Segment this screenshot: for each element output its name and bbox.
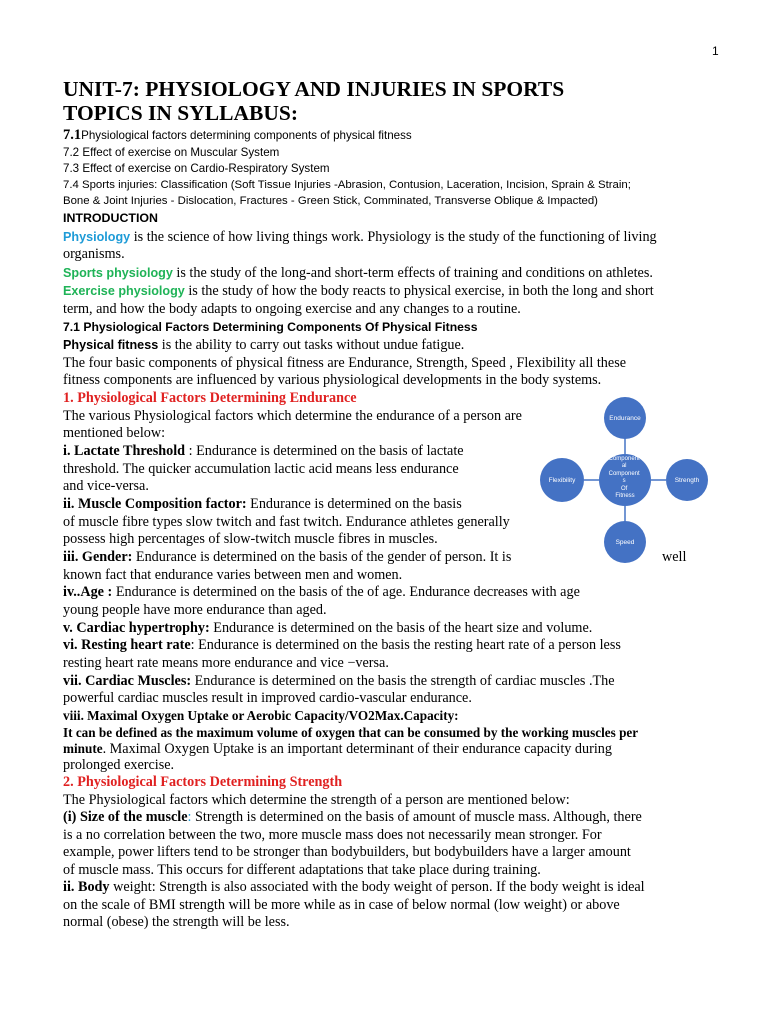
fitness-components-diagram [530,396,720,566]
exercise-physiology-cont: term, and how the body adapts to ongoing exercise and any changes to a routine. [63,301,521,317]
node-endurance-label: Endurance [609,415,641,422]
gender-text: Endurance is determined on the basis of the gender of person. It is [132,549,512,565]
section-7-1-heading: 7.1 Physiological Factors Determining Components Of Physical Fitness [63,320,478,334]
lactate-threshold-text: : Endurance is determined on the basis of lactate [185,443,464,459]
cardiac-hypertrophy-item [63,620,592,637]
vo2max-text: . Maximal Oxygen Uptake is an important determinant of their endurance capacity during [102,741,612,757]
body-weight-label: ii. Body [63,879,110,895]
center-line: Component [608,456,640,462]
resting-heart-rate-label: vi. Resting heart rate [63,637,191,653]
node-flexibility-label: Flexibility [548,477,576,484]
muscle-size-text: Strength is determined on the basis of amount of muscle mass. Although, there [191,809,642,825]
gender-line2: known fact that endurance varies between men and women. [63,567,403,583]
cardiac-muscles-line2: powerful cardiac muscles result in improved cardio-vascular endurance. [63,690,472,706]
sports-physiology-definition [63,265,653,282]
cardiac-muscles-item [63,673,615,690]
lactate-threshold-label: i. Lactate Threshold [63,443,186,459]
muscle-size-line4: of muscle mass. This occurs for different adaptations that take place during training. [63,862,541,878]
physical-fitness-definition [63,337,464,354]
node-speed-label: Speed [615,539,635,546]
muscle-size-label: (i) Size of the muscle [63,809,188,825]
syllabus-number: 7.1 [63,127,82,143]
endurance-intro-line2: mentioned below: [63,425,166,441]
four-components-line2: fitness components are influenced by various physiological developments in the body systems. [63,372,602,388]
physical-fitness-term: Physical fitness [63,338,159,352]
exercise-physiology-text: is the study of how the body reacts to physical exercise, in both the long and short [184,283,654,299]
vo2max-bold-word: minute [63,741,103,756]
muscle-size-line2: is a no correlation between the two, more muscle mass does not necessarily mean stronger. For [63,827,602,843]
age-text: Endurance is determined on the basis of the of age. Endurance decreases with age [112,584,580,600]
muscle-size-item [63,809,642,826]
syllabus-item-7-4-line2: Bone & Joint Injuries - Dislocation, Fractures - Green Stick, Comminated, Transverse Oblique & Impacted) [63,195,598,207]
age-line2: young people have more endurance than aged. [63,602,327,618]
four-components-line1: The four basic components of physical fitness are Endurance, Strength, Speed , Flexibility all these [63,355,627,371]
center-line: Component [608,471,640,477]
physical-fitness-text: is the ability to carry out tasks without undue fatigue. [158,337,465,353]
body-weight-item [63,879,645,896]
vo2max-label: viii. Maximal Oxygen Uptake or Aerobic Capacity/VO2Max.Capacity: [63,708,459,723]
syllabus-title: TOPICS IN SYLLABUS: [63,101,298,125]
introduction-heading: INTRODUCTION [63,211,158,225]
exercise-physiology-definition [63,283,654,300]
gender-label: iii. Gender: [63,549,133,565]
center-line: Fitness [615,493,635,499]
cardiac-hypertrophy-text: Endurance is determined on the basis of the heart size and volume. [209,620,593,636]
syllabus-item-7-4-line1: 7.4 Sports injuries: Classification (Soft Tissue Injuries -Abrasion, Contusion, Laceration, Incision, Sprain & Strain; [63,179,631,191]
resting-heart-rate-line2: resting heart rate means more endurance and vice −versa. [63,655,389,671]
cardiac-hypertrophy-label: v. Cardiac hypertrophy: [63,620,210,636]
muscle-composition-item [63,496,462,513]
vo2max-definition-line2 [63,740,612,758]
physiology-definition-cont: organisms. [63,246,125,262]
body-weight-line3: normal (obese) the strength will be less. [63,914,290,930]
physiology-text: is the science of how living things work. Physiology is the study of the functioning of living [130,229,657,245]
node-strength-label: Strength [674,477,700,484]
center-line: s [622,478,626,484]
unit-title: UNIT-7: PHYSIOLOGY AND INJURIES IN SPORTS [63,77,565,101]
age-item [63,584,580,601]
resting-heart-rate-item [63,637,621,654]
muscle-size-line3: example, power lifters tend to be stronger than bodybuilders, but bodybuilders have a larger amount [63,844,631,860]
strength-intro: The Physiological factors which determine the strength of a person are mentioned below: [63,792,570,808]
muscle-composition-label: ii. Muscle Composition factor: [63,496,247,512]
syllabus-item-7-1 [63,127,412,144]
lactate-threshold-line3: and vice-versa. [63,478,149,494]
syllabus-text: Physiological factors determining components of physical fitness [81,129,412,142]
gender-line-end: well [662,549,687,565]
sports-physiology-text: is the study of the long-and short-term effects of training and conditions on athletes. [172,265,653,281]
physiology-term: Physiology [63,230,131,244]
syllabus-item-7-3: 7.3 Effect of exercise on Cardio-Respiratory System [63,162,330,175]
muscle-size-colon: : [187,809,192,825]
cardiac-muscles-label: vii. Cardiac Muscles: [63,673,192,689]
page-number: 1 [712,44,719,58]
strength-heading: 2. Physiological Factors Determining Strength [63,774,343,790]
cardiac-muscles-text: Endurance is determined on the basis the strength of cardiac muscles .The [191,673,615,689]
endurance-heading: 1. Physiological Factors Determining Endurance [63,390,357,406]
age-label: iv..Age : [63,584,113,600]
muscle-composition-line3: possess high percentages of slow-twitch muscle fibres in muscles. [63,531,438,547]
center-line: al [621,463,627,469]
gender-item [63,549,511,566]
physiology-definition [63,229,657,246]
center-line: Of [620,486,628,492]
vo2max-definition-line1: It can be defined as the maximum volume of oxygen that can be consumed by the working muscles per [63,725,639,740]
muscle-composition-text: Endurance is determined on the basis [246,496,462,512]
muscle-composition-line2: of muscle fibre types slow twitch and fast twitch. Endurance athletes generally [63,514,510,530]
vo2max-line3: prolonged exercise. [63,757,175,773]
exercise-physiology-term: Exercise physiology [63,284,185,298]
body-weight-line2: on the scale of BMI strength will be more while as in case of below normal (low weight) or above [63,897,620,913]
syllabus-item-7-2: 7.2 Effect of exercise on Muscular System [63,146,280,159]
resting-heart-rate-text: : Endurance is determined on the basis the resting heart rate of a person less [190,637,621,653]
body-weight-text: weight: Strength is also associated with the body weight of person. If the body weight is ideal [109,879,645,895]
endurance-intro-line1: The various Physiological factors which determine the endurance of a person are [63,408,522,424]
lactate-threshold-item [63,443,464,460]
sports-physiology-term: Sports physiology [63,266,173,280]
lactate-threshold-line2: threshold. The quicker accumulation lactic acid means less endurance [63,461,459,477]
